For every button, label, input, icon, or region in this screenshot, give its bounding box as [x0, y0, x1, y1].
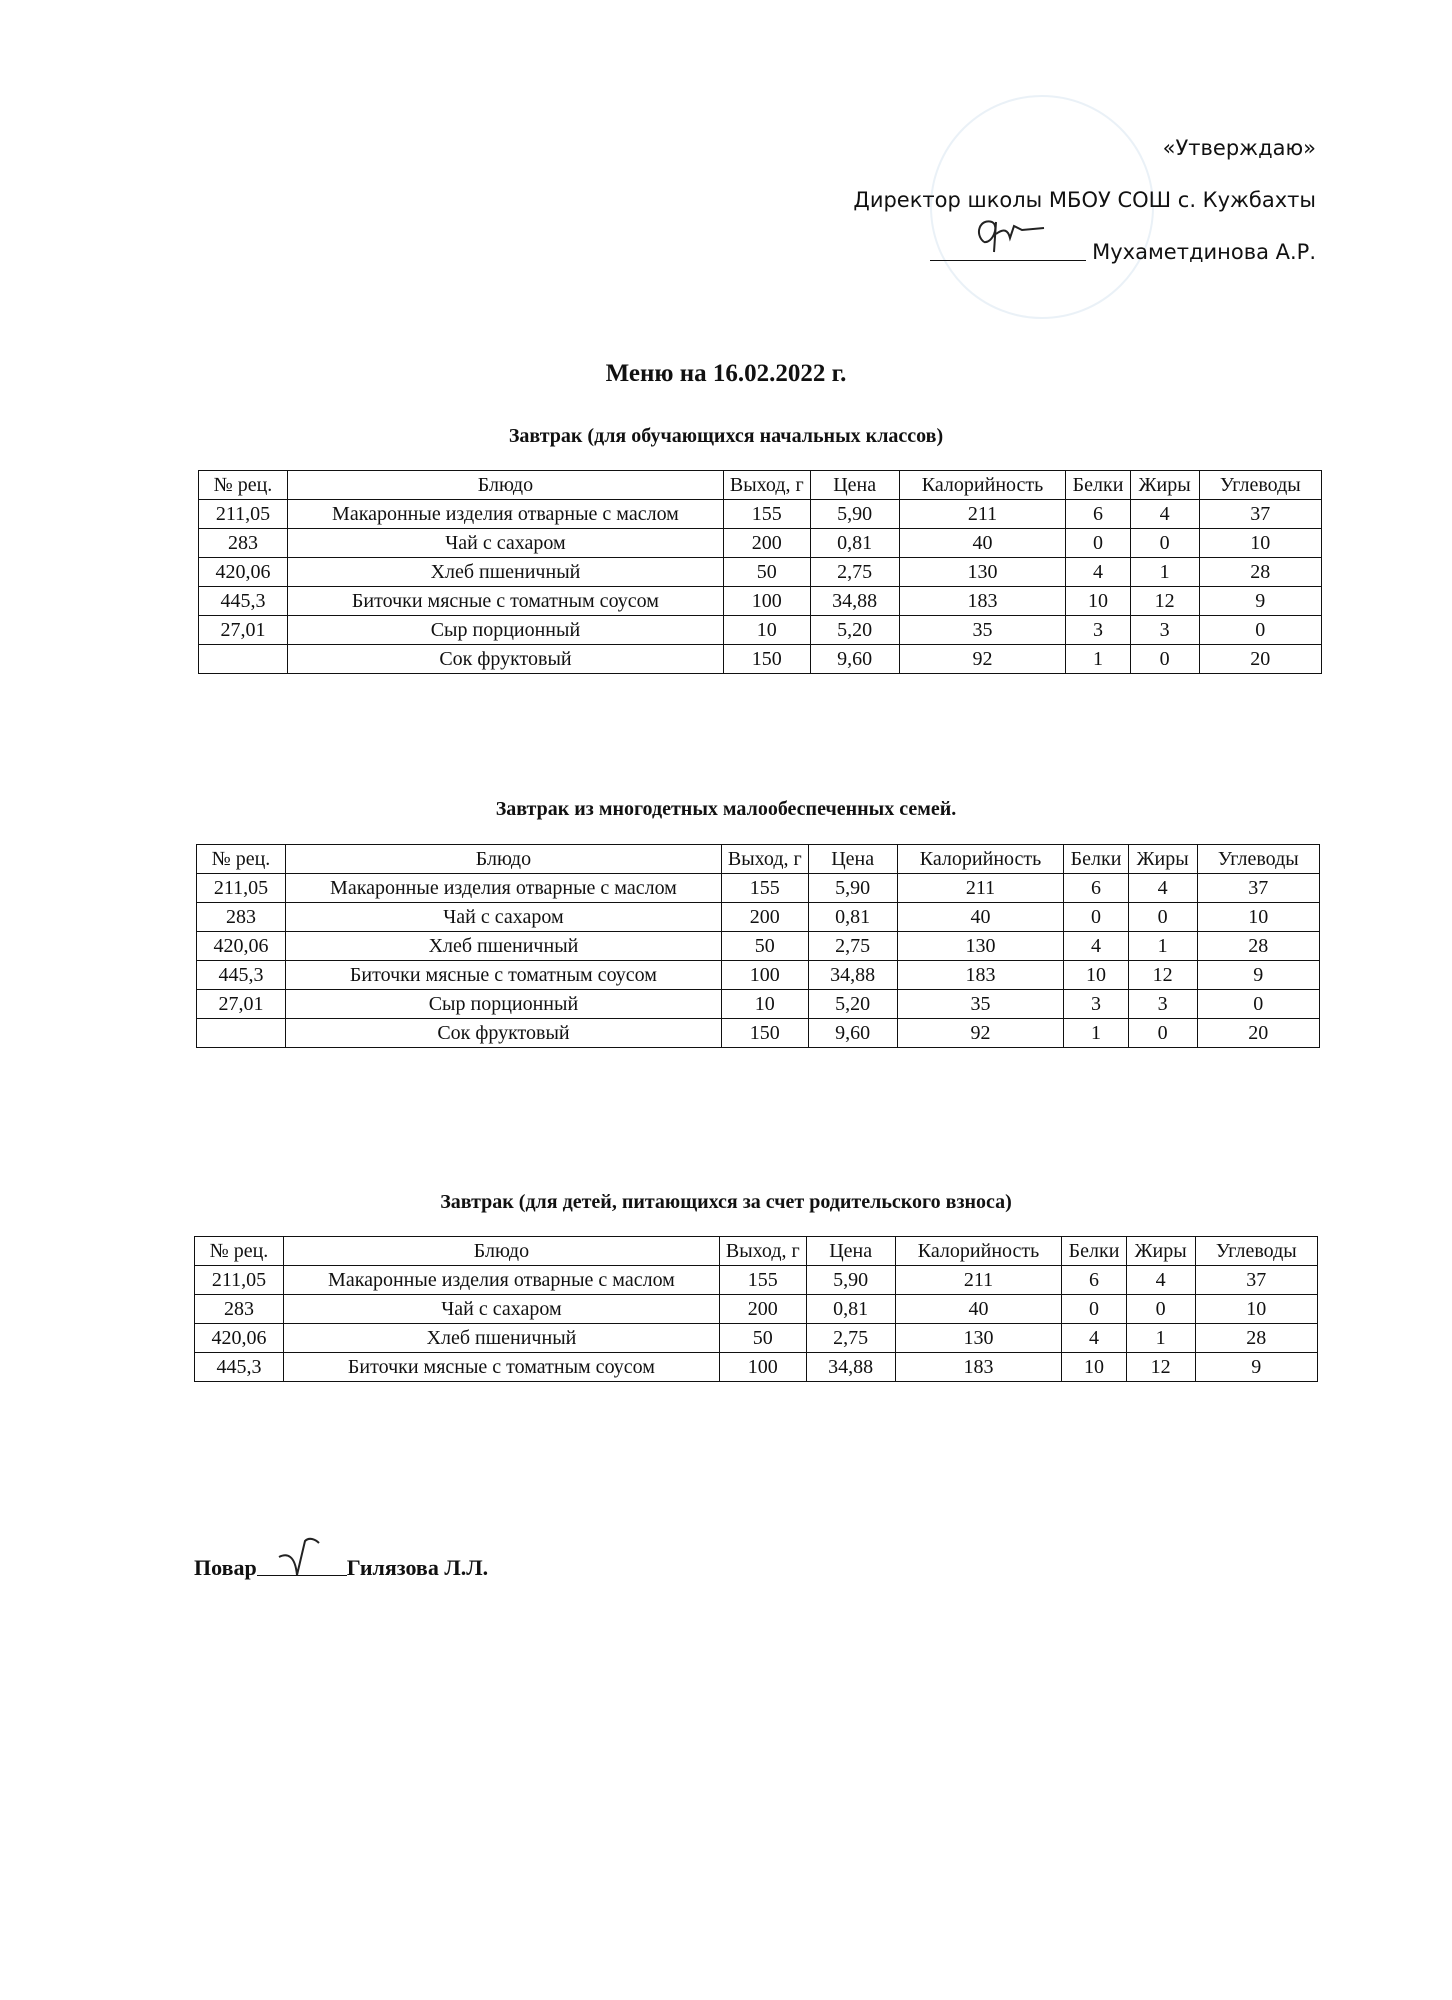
table-row	[199, 616, 1322, 645]
table-cell: 130	[897, 932, 1064, 961]
table-cell: 0	[1064, 903, 1128, 932]
table-body	[195, 1266, 1318, 1382]
table-cell: 445,3	[197, 961, 286, 990]
table-cell: 183	[895, 1353, 1062, 1382]
table-cell: 27,01	[197, 990, 286, 1019]
table-cell: 34,88	[806, 1353, 895, 1382]
table-cell	[197, 1019, 286, 1048]
column-header: Калорийность	[895, 1237, 1062, 1266]
table-cell: 10	[721, 990, 808, 1019]
table-cell: 130	[899, 558, 1066, 587]
cook-name: Гилязова Л.Л.	[346, 1555, 489, 1580]
table-row	[195, 1295, 1318, 1324]
table-cell: Чай с сахаром	[287, 529, 723, 558]
table-body	[199, 500, 1322, 674]
table-cell: 283	[197, 903, 286, 932]
table-cell: 200	[723, 529, 810, 558]
table-cell: 4	[1130, 500, 1199, 529]
table-cell: 28	[1197, 932, 1319, 961]
column-header: Жиры	[1130, 471, 1199, 500]
table-cell: 4	[1066, 558, 1130, 587]
director-signature	[930, 240, 1086, 261]
column-header: Цена	[806, 1237, 895, 1266]
approval-block	[853, 122, 1316, 278]
column-header: Блюдо	[287, 471, 723, 500]
table-cell: 211	[899, 500, 1066, 529]
table-cell: 211	[897, 874, 1064, 903]
table-cell: 150	[723, 645, 810, 674]
column-header: Цена	[808, 845, 897, 874]
table-row	[199, 587, 1322, 616]
column-header: Жиры	[1128, 845, 1197, 874]
table-cell: 35	[899, 616, 1066, 645]
table-row	[195, 1353, 1318, 1382]
table-cell: 28	[1199, 558, 1321, 587]
table-cell: 10	[1066, 587, 1130, 616]
table-cell: 12	[1128, 961, 1197, 990]
cook-signature	[257, 1557, 347, 1576]
table-cell: 27,01	[199, 616, 288, 645]
table-cell: 9,60	[808, 1019, 897, 1048]
table-cell: 92	[899, 645, 1066, 674]
table-cell: Хлеб пшеничный	[283, 1324, 719, 1353]
table-cell: 155	[723, 500, 810, 529]
table-cell: 6	[1062, 1266, 1126, 1295]
table-cell: 0	[1126, 1295, 1195, 1324]
table-cell: 211	[895, 1266, 1062, 1295]
column-header: № рец.	[199, 471, 288, 500]
table-cell: Сок фруктовый	[285, 1019, 721, 1048]
approval-signature-line	[853, 226, 1316, 278]
table-cell: 1	[1064, 1019, 1128, 1048]
cook-role: Повар	[194, 1555, 257, 1580]
table-cell: 211,05	[199, 500, 288, 529]
table-cell: Сыр порционный	[285, 990, 721, 1019]
table-cell: 10	[1199, 529, 1321, 558]
table-cell: 283	[199, 529, 288, 558]
table-cell: 28	[1195, 1324, 1317, 1353]
table-cell: 4	[1062, 1324, 1126, 1353]
table-cell: 211,05	[195, 1266, 284, 1295]
table-cell: 2,75	[808, 932, 897, 961]
table-cell: 100	[719, 1353, 806, 1382]
column-header: Белки	[1064, 845, 1128, 874]
column-header: Жиры	[1126, 1237, 1195, 1266]
table-cell: 2,75	[806, 1324, 895, 1353]
table-row	[199, 529, 1322, 558]
table-cell: 40	[897, 903, 1064, 932]
column-header: Белки	[1062, 1237, 1126, 1266]
section-title: Завтрак (для детей, питающихся за счет родительского взноса)	[440, 1191, 1012, 1213]
table-cell: 0	[1130, 645, 1199, 674]
cook-signature-icon	[275, 1535, 335, 1579]
table-cell: 155	[721, 874, 808, 903]
table-row	[195, 1266, 1318, 1295]
table-cell: 9	[1197, 961, 1319, 990]
table-cell: Биточки мясные с томатным соусом	[285, 961, 721, 990]
column-header: Выход, г	[723, 471, 810, 500]
table-cell: 0	[1128, 903, 1197, 932]
table-cell: Чай с сахаром	[285, 903, 721, 932]
table-cell: 211,05	[197, 874, 286, 903]
column-header: Калорийность	[897, 845, 1064, 874]
table-cell: 155	[719, 1266, 806, 1295]
table-row	[199, 500, 1322, 529]
table-cell: 10	[1197, 903, 1319, 932]
column-header: № рец.	[195, 1237, 284, 1266]
table-cell: 183	[897, 961, 1064, 990]
table-cell: 34,88	[808, 961, 897, 990]
menu-title: Меню на 16.02.2022 г.	[605, 360, 847, 387]
column-header: Белки	[1066, 471, 1130, 500]
table-cell: 100	[723, 587, 810, 616]
table-cell: 420,06	[197, 932, 286, 961]
table-cell: 3	[1064, 990, 1128, 1019]
table-cell: 10	[723, 616, 810, 645]
director-name: Мухаметдинова А.Р.	[1092, 240, 1316, 264]
table-row	[197, 961, 1320, 990]
table-cell: 37	[1197, 874, 1319, 903]
table-cell: 4	[1128, 874, 1197, 903]
table-cell: 20	[1197, 1019, 1319, 1048]
column-header: Углеводы	[1199, 471, 1321, 500]
table-cell: 6	[1064, 874, 1128, 903]
table-cell: 200	[721, 903, 808, 932]
table-header	[199, 471, 1322, 500]
table-cell: 420,06	[195, 1324, 284, 1353]
table-cell: 5,90	[810, 500, 899, 529]
table-row	[197, 903, 1320, 932]
table-row	[195, 1324, 1318, 1353]
table-cell: Макаронные изделия отварные с маслом	[287, 500, 723, 529]
table-cell: 10	[1062, 1353, 1126, 1382]
column-header: Цена	[810, 471, 899, 500]
table-cell: 35	[897, 990, 1064, 1019]
table-cell: 0,81	[810, 529, 899, 558]
table-cell: Хлеб пшеничный	[287, 558, 723, 587]
table-cell: 5,90	[808, 874, 897, 903]
table-cell: 0	[1128, 1019, 1197, 1048]
table-cell: Хлеб пшеничный	[285, 932, 721, 961]
table-cell: Макаронные изделия отварные с маслом	[285, 874, 721, 903]
table-cell: 12	[1126, 1353, 1195, 1382]
table-header	[197, 845, 1320, 874]
table-cell: 0	[1197, 990, 1319, 1019]
table-cell: 445,3	[195, 1353, 284, 1382]
header-row	[199, 471, 1322, 500]
table-cell: 5,90	[806, 1266, 895, 1295]
table-cell: Чай с сахаром	[283, 1295, 719, 1324]
column-header: Выход, г	[719, 1237, 806, 1266]
table-cell: 4	[1064, 932, 1128, 961]
menu-table	[198, 470, 1322, 674]
director-signature-icon	[970, 212, 1050, 258]
menu-table	[196, 844, 1320, 1048]
table-cell: 1	[1066, 645, 1130, 674]
table-cell: 6	[1066, 500, 1130, 529]
column-header: Углеводы	[1195, 1237, 1317, 1266]
table-cell: 1	[1128, 932, 1197, 961]
table-cell: 40	[899, 529, 1066, 558]
table-cell: 34,88	[810, 587, 899, 616]
table-cell: 37	[1195, 1266, 1317, 1295]
cook-signature-block	[194, 1555, 488, 1581]
table-cell: 0	[1130, 529, 1199, 558]
table-cell: 420,06	[199, 558, 288, 587]
table-cell: 1	[1130, 558, 1199, 587]
column-header: Блюдо	[285, 845, 721, 874]
table-cell: 50	[723, 558, 810, 587]
table-cell: 9,60	[810, 645, 899, 674]
table-cell: 37	[1199, 500, 1321, 529]
table-cell: 0	[1199, 616, 1321, 645]
section-title: Завтрак (для обучающихся начальных классов)	[508, 425, 944, 447]
table-row	[197, 990, 1320, 1019]
table-row	[197, 932, 1320, 961]
table-header	[195, 1237, 1318, 1266]
approval-position: Директор школы МБОУ СОШ с. Кужбахты	[853, 188, 1316, 212]
table-cell: 130	[895, 1324, 1062, 1353]
column-header: Блюдо	[283, 1237, 719, 1266]
table-cell: 9	[1199, 587, 1321, 616]
column-header: Калорийность	[899, 471, 1066, 500]
table-row	[197, 874, 1320, 903]
menu-table	[194, 1236, 1318, 1382]
table-cell: 9	[1195, 1353, 1317, 1382]
table-cell: Сок фруктовый	[287, 645, 723, 674]
table-cell: 92	[897, 1019, 1064, 1048]
header-row	[195, 1237, 1318, 1266]
table-cell: 10	[1195, 1295, 1317, 1324]
table-cell: 1	[1126, 1324, 1195, 1353]
approval-title: «Утверждаю»	[1162, 136, 1316, 160]
table-cell: Биточки мясные с томатным соусом	[287, 587, 723, 616]
table-cell: 200	[719, 1295, 806, 1324]
table-cell: 12	[1130, 587, 1199, 616]
table-cell: 100	[721, 961, 808, 990]
table-cell: 5,20	[808, 990, 897, 1019]
header-row	[197, 845, 1320, 874]
table-cell: 50	[721, 932, 808, 961]
table-row	[197, 1019, 1320, 1048]
table-cell: 10	[1064, 961, 1128, 990]
table-cell: 4	[1126, 1266, 1195, 1295]
table-cell: 183	[899, 587, 1066, 616]
column-header: № рец.	[197, 845, 286, 874]
table-cell: 150	[721, 1019, 808, 1048]
section-title: Завтрак из многодетных малообеспеченных семей.	[495, 798, 957, 820]
table-row	[199, 558, 1322, 587]
table-cell: 0	[1062, 1295, 1126, 1324]
column-header: Углеводы	[1197, 845, 1319, 874]
table-cell: 0,81	[808, 903, 897, 932]
table-cell: Сыр порционный	[287, 616, 723, 645]
table-cell: Биточки мясные с томатным соусом	[283, 1353, 719, 1382]
table-cell: 50	[719, 1324, 806, 1353]
table-cell	[199, 645, 288, 674]
column-header: Выход, г	[721, 845, 808, 874]
table-cell: 20	[1199, 645, 1321, 674]
table-cell: 40	[895, 1295, 1062, 1324]
table-cell: 3	[1066, 616, 1130, 645]
table-cell: 0,81	[806, 1295, 895, 1324]
table-cell: 0	[1066, 529, 1130, 558]
table-cell: 3	[1128, 990, 1197, 1019]
table-cell: 283	[195, 1295, 284, 1324]
table-cell: Макаронные изделия отварные с маслом	[283, 1266, 719, 1295]
table-cell: 2,75	[810, 558, 899, 587]
table-cell: 5,20	[810, 616, 899, 645]
table-row	[199, 645, 1322, 674]
table-cell: 445,3	[199, 587, 288, 616]
table-body	[197, 874, 1320, 1048]
table-cell: 3	[1130, 616, 1199, 645]
